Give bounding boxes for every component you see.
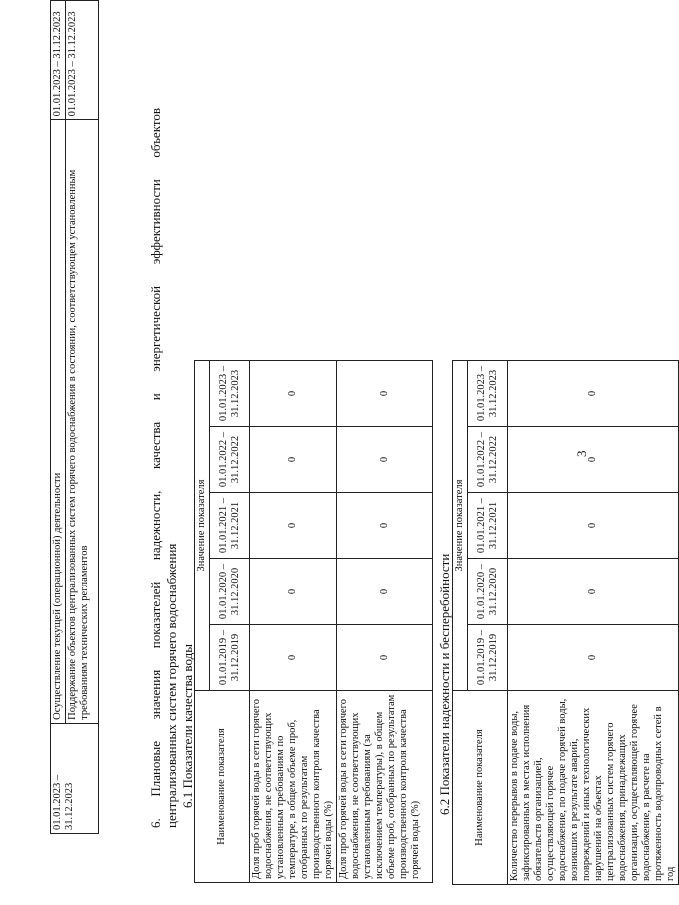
quality-indicator-name: Доля проб горячей воды в сети горячего водоснабжения, не соответствующих установленным требованиям по температуре, в общем объеме проб, отобранных по результатам производственного контроля качества горячей воды (%) <box>250 691 337 883</box>
quality-table <box>194 360 433 883</box>
quality-value: 0 <box>250 625 337 691</box>
activity-row-period: 01.01.2023 – 31.12.2023 <box>66 1 99 120</box>
quality-subtitle: 6.1 Показатели качества воды <box>180 644 195 808</box>
reliability-value: 0 <box>508 361 679 427</box>
reliability-value: 0 <box>508 427 679 493</box>
quality-period: 01.01.2020 – 31.12.2020 <box>210 559 250 625</box>
quality-period: 01.01.2022 – 31.12.2022 <box>210 427 250 493</box>
reliability-period: 01.01.2022 – 31.12.2022 <box>468 427 508 493</box>
section-6-heading-cont: централизованных систем горячего водоснабжения <box>164 543 179 828</box>
reliability-value: 0 <box>508 559 679 625</box>
activity-table <box>50 0 99 834</box>
quality-period: 01.01.2023 – 31.12.2023 <box>210 361 250 427</box>
table-row <box>337 361 433 883</box>
quality-value: 0 <box>250 427 337 493</box>
quality-indicator-name: Доля проб горячей воды в сети горячего водоснабжения, не соответствующих установленным требованиям (за исключением температуры), в общем объеме проб, отобранных по результатам производственного контроля качества горячей воды (%) <box>337 691 433 883</box>
reliability-col-name: Наименование показателя <box>453 691 508 885</box>
reliability-period: 01.01.2019 – 31.12.2019 <box>468 625 508 691</box>
quality-col-name: Наименование показателя <box>195 691 250 883</box>
activity-period-cell: 01.01.2023 – 31.12.2023 <box>51 723 99 833</box>
page-number: 3 <box>574 450 589 457</box>
activity-row-period: 01.01.2023 – 31.12.2023 <box>51 1 66 120</box>
quality-value: 0 <box>250 493 337 559</box>
quality-col-group: Значение показателя <box>195 361 210 691</box>
quality-period: 01.01.2021 – 31.12.2021 <box>210 493 250 559</box>
quality-value: 0 <box>337 625 433 691</box>
reliability-table <box>452 360 679 885</box>
quality-value: 0 <box>337 559 433 625</box>
reliability-period: 01.01.2023 – 31.12.2023 <box>468 361 508 427</box>
activity-row-text: Поддержание объектов централизованных систем горячего водоснабжения в состоянии, соответствующем установленным требованиям технических регламентов <box>66 120 99 723</box>
quality-value: 0 <box>250 559 337 625</box>
reliability-period: 01.01.2021 – 31.12.2021 <box>468 493 508 559</box>
reliability-col-group: Значение показателя <box>453 361 468 691</box>
quality-value: 0 <box>250 361 337 427</box>
reliability-value: 0 <box>508 493 679 559</box>
reliability-indicator-name: Количество перерывов в подаче воды, зафиксированных в местах исполнения обязательств организацией, осуществляющей горячее водоснабжение, по подаче горячей воды, возникших в результате аварий, повреждений и иных технологических нарушений на объектах централизованных систем горячего водоснабжения, принадлежащих организации, осуществляющей горячее водоснабжение, в расчете на протяженность водопроводных сетей в год <box>508 691 679 885</box>
quality-value: 0 <box>337 427 433 493</box>
reliability-value: 0 <box>508 625 679 691</box>
section-6-heading: 6. Плановые значения показателей надежности, качества и энергетической эффективности объектов <box>148 108 163 828</box>
table-row <box>508 361 679 885</box>
activity-row-text: Осуществление текущей (операционной) деятельности <box>51 120 66 723</box>
reliability-subtitle: 6.2 Показатели надежности и бесперебойности <box>437 553 452 815</box>
quality-value: 0 <box>337 493 433 559</box>
reliability-period: 01.01.2020 – 31.12.2020 <box>468 559 508 625</box>
table-row <box>250 361 337 883</box>
quality-value: 0 <box>337 361 433 427</box>
quality-period: 01.01.2019 – 31.12.2019 <box>210 625 250 691</box>
